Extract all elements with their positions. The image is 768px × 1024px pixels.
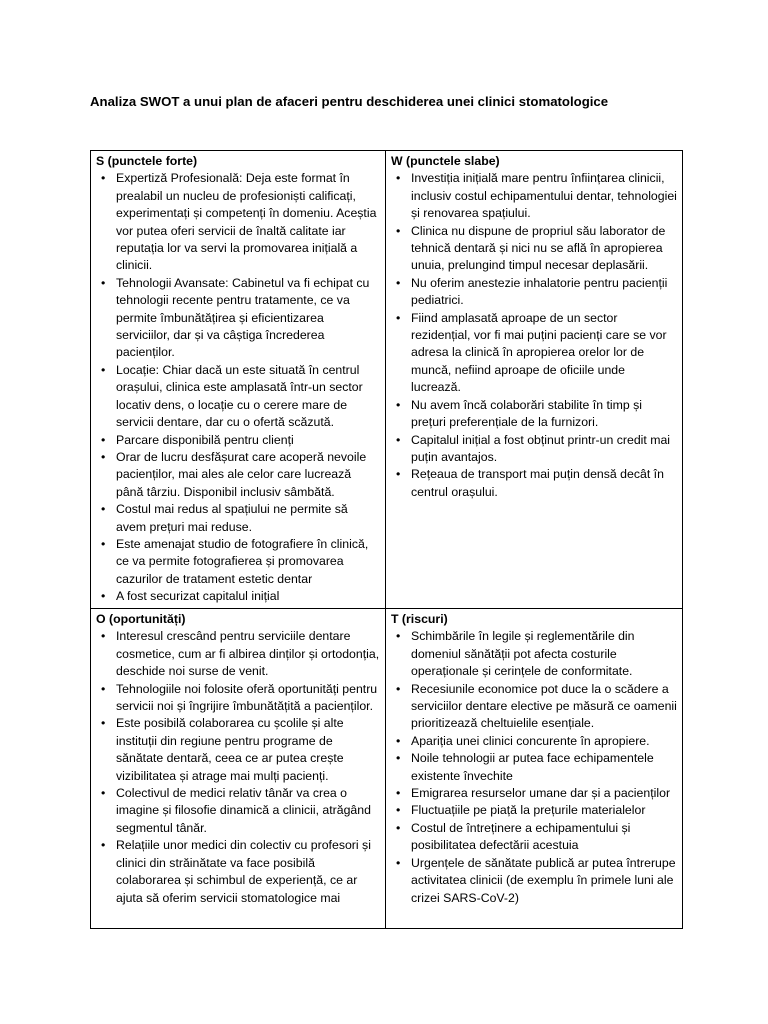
weaknesses-cell — [386, 151, 683, 609]
list-item: • Fiind amplasată aproape de un sector rezidențial, vor fi mai puțini pacienți care se vor adresa la clinică în apropierea orelor lor de muncă, nefiind aproape de oficiile unde lucrează. — [411, 310, 677, 397]
list-item: • Parcare disponibilă pentru clienți — [116, 432, 380, 449]
list-item: • Relațiile unor medici din colectiv cu profesori și clinici din străinătate va face posibilă colaborarea și schimbul de experiență, ce ar ajuta să oferim servicii stomatologice mai — [116, 837, 380, 907]
list-item: • Investiția inițială mare pentru înființarea clinicii, inclusiv costul echipamentului dentar, tehnologiei și renovarea spațiului. — [411, 170, 677, 222]
strengths-cell — [91, 151, 386, 609]
weaknesses-heading: W (punctele slabe) — [391, 154, 500, 168]
list-item: • Rețeaua de transport mai puțin densă decât în centrul orașului. — [411, 466, 677, 501]
list-item: • Nu avem încă colaborări stabilite în timp și prețuri preferențiale de la furnizori. — [411, 397, 677, 432]
swot-table — [90, 150, 683, 929]
list-item: • Noile tehnologii ar putea face echipamentele existente învechite — [411, 750, 677, 785]
list-item: • Recesiunile economice pot duce la o scădere a serviciilor dentare elective pe măsură ce oamenii prioritizează cheltuielile esențiale. — [411, 681, 677, 733]
list-item: • Costul mai redus al spațiului ne permite să avem prețuri mai reduse. — [116, 501, 380, 536]
list-item: • A fost securizat capitalul inițial — [116, 588, 380, 605]
list-item: • Fluctuațiile pe piață la prețurile materialelor — [411, 802, 677, 819]
weaknesses-list — [391, 170, 677, 501]
list-item: • Tehnologiile noi folosite oferă oportunități pentru servicii noi și îngrijire îmbunătățită a pacienților. — [116, 681, 380, 716]
opportunities-heading: O (oportunități) — [96, 612, 186, 626]
strengths-list — [96, 170, 380, 605]
opportunities-cell — [91, 609, 386, 929]
list-item: • Interesul crescând pentru serviciile dentare cosmetice, cum ar fi albirea dinților și ortodonția, deschide noi surse de venit. — [116, 628, 380, 680]
threats-list — [391, 628, 677, 907]
list-item: • Costul de întreținere a echipamentului și posibilitatea defectării acestuia — [411, 820, 677, 855]
list-item: • Urgențele de sănătate publică ar putea întrerupe activitatea clinicii (de exemplu în primele luni ale crizei SARS-CoV-2) — [411, 855, 677, 907]
list-item: • Este posibilă colaborarea cu școlile și alte instituții din regiune pentru programe de sănătate dentară, ceea ce ar putea crește vizibilitatea și atrage mai mulți pacienți. — [116, 715, 380, 785]
list-item: • Apariția unei clinici concurente în apropiere. — [411, 733, 677, 750]
list-item: • Este amenajat studio de fotografiere în clinică, ce va permite fotografierea și promovarea cazurilor de tratament estetic dentar — [116, 536, 380, 588]
threats-cell — [386, 609, 683, 929]
list-item: • Clinica nu dispune de propriul său laborator de tehnică dentară și nici nu se află în apropierea unuia, prelungind timpul necesar deplasării. — [411, 223, 677, 275]
list-item: • Tehnologii Avansate: Cabinetul va fi echipat cu tehnologii recente pentru tratamente, ce va permite îmbunătățirea și eficientizarea serviciilor, dar și va câștiga încrederea pacienților. — [116, 275, 380, 362]
threats-heading: T (riscuri) — [391, 612, 448, 626]
list-item: • Emigrarea resurselor umane dar și a pacienților — [411, 785, 677, 802]
list-item: • Expertiză Profesională: Deja este format în prealabil un nucleu de profesioniști calificați, experimentați și competenți în domeniu. Aceștia vor putea oferi servicii de înaltă calitate iar reputația lor va servi la promovarea inițială a clinicii. — [116, 170, 380, 274]
list-item: • Orar de lucru desfășurat care acoperă nevoile pacienților, mai ales ale celor care lucrează până târziu. Disponibil inclusiv sâmbătă. — [116, 449, 380, 501]
list-item: • Capitalul inițial a fost obținut printr-un credit mai puțin avantajos. — [411, 432, 677, 467]
list-item: • Locație: Chiar dacă un este situată în centrul orașului, clinica este amplasată într-un sector locativ dens, o locație cu o cerere mare de servicii dentare, dar cu o ofertă scăzută. — [116, 362, 380, 432]
list-item: • Nu oferim anestezie inhalatorie pentru pacienții pediatrici. — [411, 275, 677, 310]
strengths-heading: S (punctele forte) — [96, 154, 198, 168]
list-item: • Colectivul de medici relativ tânăr va crea o imagine și filosofie dinamică a clinicii, atrăgând segmentul tânăr. — [116, 785, 380, 837]
opportunities-list — [96, 628, 380, 907]
document-title: Analiza SWOT a unui plan de afaceri pentru deschiderea unei clinici stomatologice — [90, 94, 609, 109]
list-item: • Schimbările în legile și reglementările din domeniul sănătății pot afecta costurile operaționale și cerințele de conformitate. — [411, 628, 677, 680]
